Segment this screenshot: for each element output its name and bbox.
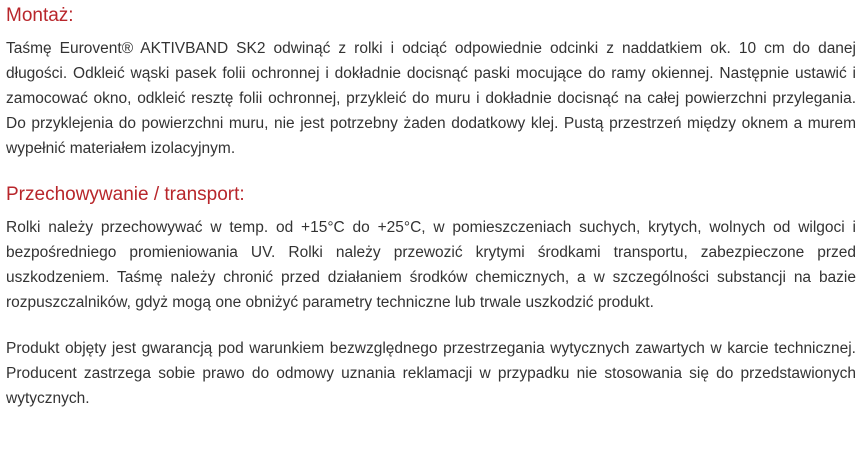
product-description (6, 0, 856, 411)
montaz-paragraph: Taśmę Eurovent® AKTIVBAND SK2 odwinąć z rolki i odciąć odpowiednie odcinki z naddatkiem ok. 10 cm do danej długości. Odkleić wąski pasek folii ochronnej i dokładnie docisnąć paski mocujące do ramy okiennej. Następnie ustawić i zamocować okno, odkleić resztę folii ochronnej, przykleić do muru i dokładnie docisnąć na całej powierzchni przylegania. Do przyklejenia do powierzchni muru, nie jest potrzebny żaden dodatkowy klej. Pustą przestrzeń między oknem a murem wypełnić materiałem izolacyjnym. (6, 40, 856, 157)
section-title-storage-transport: Przechowywanie / transport: (6, 184, 245, 205)
storage-paragraph: Rolki należy przechowywać w temp. od +15°C do +25°C, w pomieszczeniach suchych, krytych, wolnych od wilgoci i bezpośredniego promieniowania UV. Rolki należy przewozić krytymi środkami transportu, zabezpieczone przed uszkodzeniem. Taśmę należy chronić przed działaniem środków chemicznych, a w szczególności substancji na bazie rozpuszczalników, gdyż mogą one obniżyć parametry techniczne lub trwale uszkodzić produkt. (6, 219, 856, 311)
warranty-paragraph: Produkt objęty jest gwarancją pod warunkiem bezwzględnego przestrzegania wytycznych zawartych w karcie technicznej. Producent zastrzega sobie prawo do odmowy uznania reklamacji w przypadku nie stosowania się do przedstawionych wytycznych. (6, 340, 856, 407)
section-title-montaz: Montaż: (6, 5, 74, 26)
